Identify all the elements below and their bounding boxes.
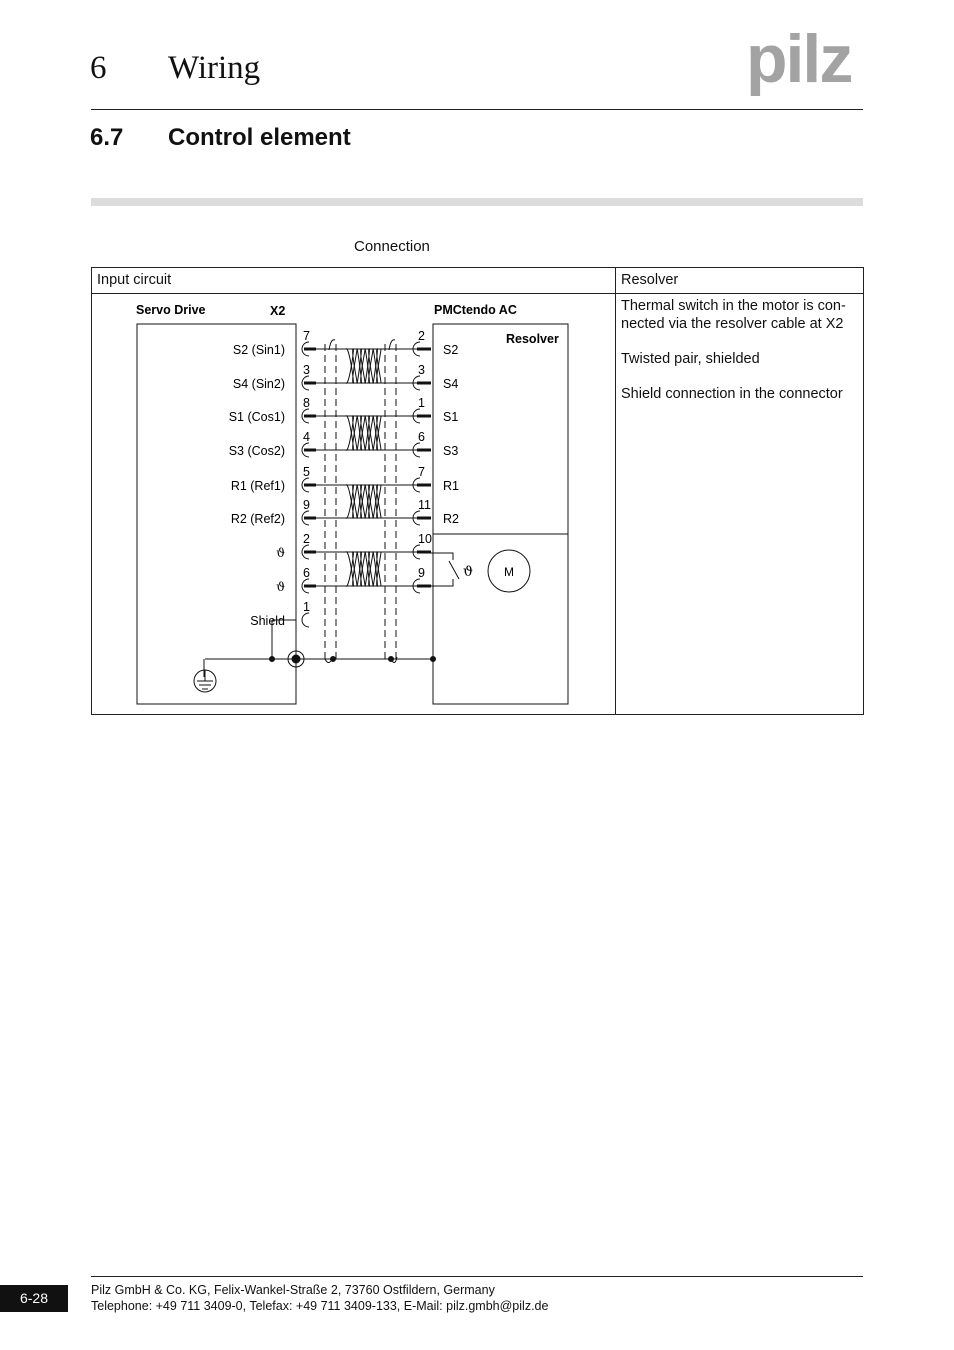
chapter-title: Wiring: [168, 50, 261, 86]
chapter-number: 6: [90, 50, 107, 86]
motor-label: M: [504, 565, 514, 579]
left-connector-pin: [304, 517, 316, 520]
left-connector-pin: [304, 382, 316, 385]
section-title: Control element: [168, 124, 351, 151]
left-pin-number: 6: [303, 566, 310, 580]
header-resolver: Resolver: [621, 272, 679, 288]
pmc-label: PMCtendo AC: [434, 303, 517, 317]
junction-4: [431, 657, 436, 662]
resolver-label: Resolver: [506, 332, 559, 346]
left-signal-label: S1 (Cos1): [228, 410, 285, 424]
left-signal-label: R1 (Ref1): [230, 479, 285, 493]
left-signal-label: ϑ: [276, 579, 285, 594]
twisted-pair-coil: [346, 485, 381, 519]
left-connector-bracket: [302, 613, 309, 627]
left-pin-number: 8: [303, 396, 310, 410]
connector-label: X2: [270, 304, 286, 318]
right-connector-pin: [417, 484, 431, 487]
right-pin-number: 6: [418, 430, 425, 444]
right-connector-pin: [417, 449, 431, 452]
left-connector-pin: [304, 449, 316, 452]
right-signal-label: R1: [443, 479, 459, 493]
right-pin-number: 1: [418, 396, 425, 410]
thermal-switch: [426, 553, 459, 586]
page-number: 6-28: [0, 1285, 68, 1312]
thermal-theta: ϑ: [463, 564, 474, 580]
right-connector-pin: [417, 517, 431, 520]
right-pin-number: 7: [418, 465, 425, 479]
right-signal-label: S3: [443, 444, 459, 458]
left-pin-number: 3: [303, 363, 310, 377]
servo-drive-label: Servo Drive: [136, 303, 206, 317]
left-pin-number: 9: [303, 498, 310, 512]
footer-address: Pilz GmbH & Co. KG, Felix-Wankel-Straße 2, 73760 Ostfildern, Germany: [91, 1283, 495, 1297]
right-connector-pin: [417, 382, 431, 385]
left-pin-number: 4: [303, 430, 310, 444]
twisted-pair-coil: [346, 552, 381, 587]
left-signal-label: Shield: [250, 614, 285, 628]
section-divider: [91, 198, 863, 206]
left-connector-pin: [304, 415, 316, 418]
table-caption: Connection: [354, 238, 430, 255]
left-pin-number: 7: [303, 329, 310, 343]
note-shield-connection: Shield connection in the connector: [621, 386, 843, 402]
right-signal-label: S4: [443, 377, 459, 391]
right-pin-number: 9: [418, 566, 425, 580]
left-signal-label: S2 (Sin1): [232, 343, 285, 357]
left-pin-number: 5: [303, 465, 310, 479]
left-signal-label: R2 (Ref2): [230, 512, 285, 526]
footer-rule: [91, 1276, 863, 1277]
right-signal-label: S2: [443, 343, 459, 357]
left-connector-pin: [304, 585, 316, 588]
footer-contact: Telephone: +49 711 3409-0, Telefax: +49 711 3409-133, E-Mail: pilz.gmbh@pilz.de: [91, 1299, 549, 1313]
left-connector-pin: [304, 484, 316, 487]
right-connector-pin: [417, 348, 431, 351]
shield-terminal-dot: [292, 655, 300, 663]
junction-1: [270, 657, 275, 662]
note-twisted-pair: Twisted pair, shielded: [621, 351, 760, 367]
left-connector-pin: [304, 551, 316, 554]
junction-3: [389, 657, 394, 662]
logo-text: pilz: [746, 26, 852, 96]
right-pin-number: 10: [418, 532, 432, 546]
section-number: 6.7: [90, 124, 124, 151]
right-pin-number: 2: [418, 329, 425, 343]
note-thermal-switch: Thermal switch in the motor is con-nected via the resolver cable at X2: [621, 298, 846, 332]
right-pin-number: 3: [418, 363, 425, 377]
left-pin-number: 2: [303, 532, 310, 546]
left-pin-number: 1: [303, 600, 310, 614]
left-signal-label: S3 (Cos2): [228, 444, 285, 458]
wiring-diagram: [91, 267, 615, 713]
left-connector-pin: [304, 348, 316, 351]
right-signal-label: R2: [443, 512, 459, 526]
twisted-pair-coil: [346, 416, 381, 451]
junction-2: [331, 657, 336, 662]
left-signal-label: ϑ: [276, 545, 285, 560]
right-signal-label: S1: [443, 410, 459, 424]
table-column-rule: [615, 268, 616, 714]
header-input-circuit: Input circuit: [97, 272, 172, 288]
pilz-logo: [745, 26, 867, 96]
right-pin-number: 11: [418, 498, 431, 512]
right-connector-pin: [417, 415, 431, 418]
header-rule: [91, 109, 863, 110]
twisted-pair-coil: [346, 349, 381, 384]
left-signal-label: S4 (Sin2): [232, 377, 285, 391]
